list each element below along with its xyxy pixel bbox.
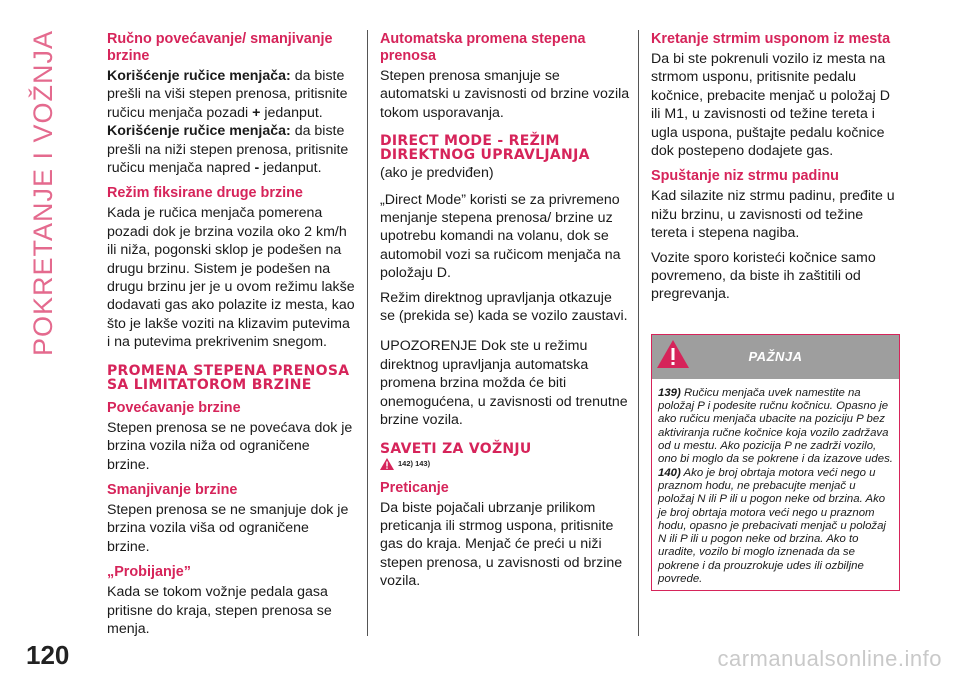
paragraph-downshift — [107, 122, 355, 177]
text: da biste prešli na niži stepen prenosa, pritisnite ručicu menjača napred — [107, 123, 349, 177]
caution-box — [651, 334, 900, 591]
caution-header — [652, 335, 899, 379]
side-section-title: POKRETANJE I VOŽNJA — [28, 30, 58, 357]
caution-text: Ako je broj obrtaja motora veći nego u praznom hodu, ne prebacujte menjač u položaj N ili P ili u pogon neke od brzina. Ako je broj obrtaja motora veći nego u praznom hodu, opasno je prebacivati menjač u položaj N ili P ili u pogon neke od brzina. Ako to uradite, vozilo bi moglo iznenada da se pokrene i da prouzrokuje udes ili ozbiljne povrede. — [658, 466, 886, 586]
column-right — [651, 31, 900, 591]
caution-body — [652, 379, 899, 590]
paragraph-increase: Stepen prenosa se ne povećava dok je brzina vozila niža od ograničene brzine. — [107, 419, 353, 473]
caution-number: 139) — [658, 386, 681, 399]
heading-uphill-start: Kretanje strmim usponom iz mesta — [651, 31, 891, 47]
paragraph-optional: (ako je predviđen) — [380, 165, 494, 182]
warning-triangle-icon — [656, 339, 690, 369]
column-divider — [638, 30, 639, 636]
paragraph-upshift — [107, 67, 355, 122]
text: jedanput. — [260, 104, 323, 121]
heading-downhill: Spuštanje niz strmu padinu — [651, 168, 839, 185]
paragraph-fixed-second: Kada je ručica menjača pomerena pozadi dok je brzina vozila oko 2 km/h ili niža, pogonski sklop je podešen na drugu brzinu. Sistem je podešen na drugu brzinu jer je u ovom režimu lakše dodavati gas ako polazite iz mesta, kao što je lakše voziti na klizavim putevima i na putevima prekrivenim snegom. — [107, 205, 355, 351]
column-left — [107, 31, 355, 638]
heading-increase: Povećavanje brzine — [107, 399, 241, 416]
caution-number: 140) — [658, 466, 681, 479]
heading-passing: Preticanje — [380, 479, 449, 496]
heading-fixed-second: Režim fiksirane druge brzine — [107, 185, 303, 202]
heading-manual-shift: Ručno povećavanje/ smanjivanje brzine — [107, 31, 333, 64]
paragraph-downhill-2: Vozite sporo koristeći kočnice samo povremeno, da biste ih zaštitili od pregrevanja. — [651, 249, 876, 303]
caution-item — [658, 387, 893, 467]
label-lever-use: Korišćenje ručice menjača: — [107, 68, 291, 84]
heading-kickdown: „Probijanje” — [107, 564, 191, 581]
heading-auto-shift: Automatska promena stepena prenosa — [380, 31, 586, 64]
caution-item — [658, 467, 893, 587]
warning-references — [380, 458, 630, 470]
text: jedanput. — [259, 160, 322, 177]
minus-symbol: - — [254, 160, 260, 177]
paragraph-passing: Da biste pojačali ubrzanje prilikom preticanja ili strmog uspona, pritisnite gas do kraja. Menjač će preći u niži stepen prenosa, u zavisnosti od brzine vozila. — [380, 499, 623, 590]
column-middle — [380, 31, 630, 591]
paragraph-direct-1: „Direct Mode” koristi se za privremeno menjanje stepena prenosa/ brzine uz upotrebu komandi na volanu, dok se automobil vozi sa ručicom menjača na položaju D. — [380, 191, 621, 282]
paragraph-uphill-start: Da bi ste pokrenuli vozilo iz mesta na strmom usponu, pritisnite pedalu kočnice, prebacite menjač u položaj D ili M1, u zavisnosti od težine tereta i ugla uspona, puštajte pedalu kočnice dok postepeno dodajete gas. — [651, 51, 890, 160]
heading-limiter: PROMENA STEPENA PRENOSA SA LIMITATOROM BRZINE — [107, 362, 350, 393]
warning-triangle-icon — [380, 458, 394, 470]
reference-numbers: 142) 143) — [398, 459, 431, 468]
paragraph-auto-shift: Stepen prenosa smanjuje se automatski u zavisnosti od brzine vozila tokom usporavanja. — [380, 68, 630, 121]
paragraph-decrease: Stepen prenosa se ne smanjuje dok je brzina vozila viša od ograničene brzine. — [107, 501, 349, 555]
paragraph-kickdown: Kada se tokom vožnje pedala gasa pritisne do kraja, stepen prenosa se menja. — [107, 584, 332, 637]
caution-text: Ručicu menjača uvek namestite na položaj P i podesite ručnu kočnicu. Opasno je ako ručicu menjača ubacite na poziciju P bez aktiviranja ručne kočnice koja vozilo zadržava od u mestu. Ako pozicija P ne zadrži vozilo, ono bi moglo da se pokrene i da izazove udes. — [658, 386, 893, 466]
column-divider — [367, 30, 368, 636]
plus-symbol: + — [252, 104, 261, 121]
watermark: carmanualsonline.info — [717, 646, 942, 671]
page-number: 120 — [26, 640, 70, 670]
text: da biste prešli na viši stepen prenosa, pritisnite ručicu menjača pozadi — [107, 68, 348, 121]
paragraph-warning: UPOZORENJE Dok ste u režimu direktnog upravljanja automatska promena brzina možda će biti onemogućena, u zavisnosti od trenutne brzine vozila. — [380, 338, 628, 429]
caution-title: PAŽNJA — [748, 349, 803, 365]
heading-decrease: Smanjivanje brzine — [107, 481, 238, 498]
heading-driving-tips: SAVETI ZA VOŽNJU — [380, 440, 532, 457]
paragraph-direct-2: Režim direktnog upravljanja otkazuje se (prekida se) kada se vozilo zaustavi. — [380, 289, 628, 325]
label-lever-use: Korišćenje ručice menjača: — [107, 123, 291, 140]
heading-direct-mode: DIRECT MODE - REŽIM DIREKTNOG UPRAVLJANJA — [380, 133, 590, 164]
paragraph-downhill-1: Kad silazite niz strmu padinu, pređite u nižu brzinu, u zavisnosti od težine tereta i stepena nagiba. — [651, 188, 895, 242]
